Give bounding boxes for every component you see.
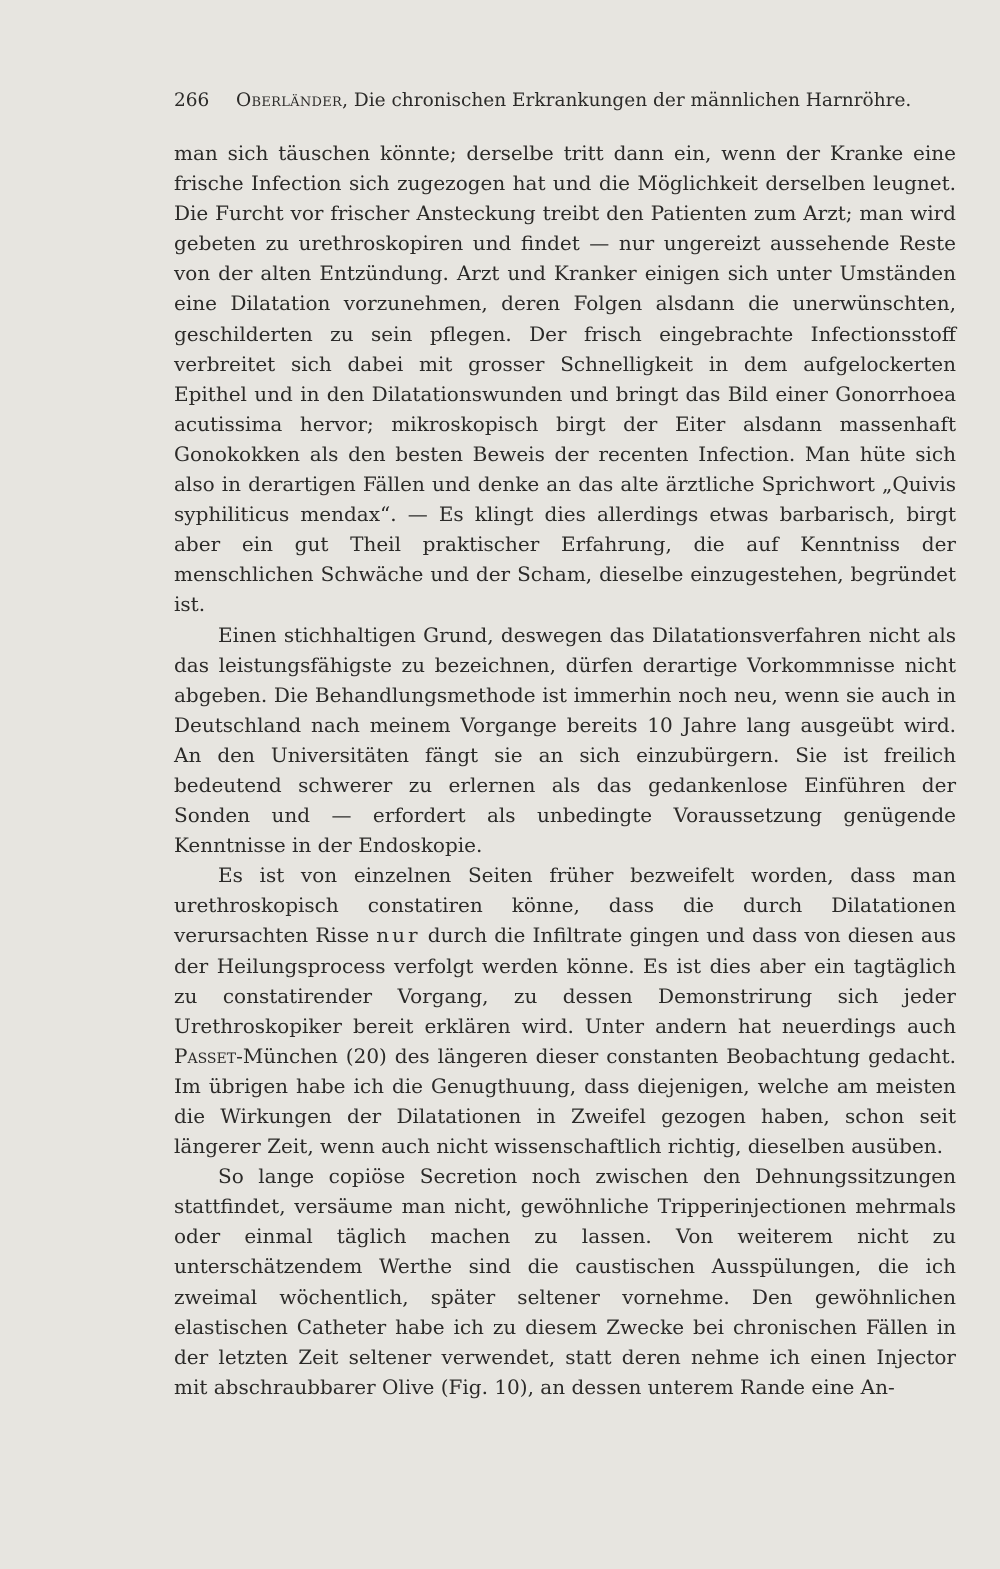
paragraph-1: man sich täuschen könnte; derselbe tritt dann ein, wenn der Kranke eine frische Infection sich zugezogen hat und die Möglichkeit derselben leugnet. Die Furcht vor frischer Ansteckung treibt den Patienten zum Arzt; man wird gebeten zu urethroskopiren und findet — nur ungereizt aussehende Reste von der alten Entzündung. Arzt und Kranker einigen sich unter Umständen eine Dilatation vorzunehmen, deren Folgen alsdann die unerwünschten, geschilderten zu sein pflegen. Der frisch eingebrachte Infectionsstoff verbreitet sich dabei mit grosser Schnelligkeit in dem aufgelockerten Epithel und in den Dilatationswunden und bringt das Bild einer Gonorrhoea acutissima hervor; mikroskopisch birgt der Eiter alsdann massenhaft Gonokokken als den besten Beweis der recenten Infection. Man hüte sich also in derartigen Fällen und denke an das alte ärztliche Sprichwort „Quivis syphiliticus mendax“. — Es klingt dies allerdings etwas barbarisch, birgt aber ein gut Theil praktischer Erfahrung, die auf Kenntniss der menschlichen Schwäche und der Scham, dieselbe einzugestehen, begründet ist. [174, 141, 956, 617]
header-title: , Die chronischen Erkrankungen der männlichen Harnröhre. [342, 90, 912, 111]
paragraph-3-part-b: durch die Infiltrate gingen und dass von diesen aus der Heilungsprocess verfolgt werden könne. Es ist dies aber ein tagtäglich zu constatirender Vorgang, zu dessen Demonstrirung sich jeder Urethroskopiker bereit erklären wird. Unter andern hat neuerdings auch [174, 923, 956, 1038]
paragraph-3-part-a: Es ist von einzelnen Seiten früher bezweifelt worden, dass man urethroskopisch constatiren könne, dass die durch Dilatationen verursachten Risse [174, 863, 956, 948]
header-author: Oberländer [236, 90, 343, 111]
body-text [174, 138, 956, 1402]
paragraph-4: So lange copiöse Secretion noch zwischen den Dehnungssitzungen stattfindet, versäume man nicht, gewöhnliche Tripperinjectionen mehrmals oder einmal täglich machen zu lassen. Von weiterem nicht zu unterschätzendem Werthe sind die caustischen Ausspülungen, die ich zweimal wöchentlich, später seltener vornehme. Den gewöhnlichen elastischen Catheter habe ich zu diesem Zwecke bei chronischen Fällen in der letzten Zeit seltener verwendet, statt deren nehme ich einen Injector mit abschraubbarer Olive (Fig. 10), an dessen unterem Rande eine An- [174, 1164, 956, 1399]
emphasis-nur: nur [376, 923, 421, 948]
person-name-passet: Passet [174, 1043, 237, 1068]
paragraph-3 [174, 860, 956, 1161]
running-header [174, 86, 954, 116]
page-number: 266 [174, 90, 210, 111]
paragraph-3-part-c: -München (20) des längeren dieser constanten Beobachtung gedacht. Im übrigen habe ich die Genugthuung, dass diejenigen, welche am meisten die Wirkungen der Dilatationen in Zweifel gezogen haben, schon seit längerer Zeit, wenn auch nicht wissenschaftlich richtig, dieselben ausüben. [174, 1043, 956, 1159]
paragraph-2: Einen stichhaltigen Grund, deswegen das Dilatationsverfahren nicht als das leistungsfähigste zu bezeichnen, dürfen derartige Vorkommnisse nicht abgeben. Die Behandlungsmethode ist immerhin noch neu, wenn sie auch in Deutschland nach meinem Vorgange bereits 10 Jahre lang ausgeübt wird. An den Universitäten fängt sie an sich einzubürgern. Sie ist freilich bedeutend schwerer zu erlernen als das gedankenlose Einführen der Sonden und — erfordert als unbedingte Voraussetzung genügende Kenntnisse in der Endoskopie. [174, 622, 956, 858]
